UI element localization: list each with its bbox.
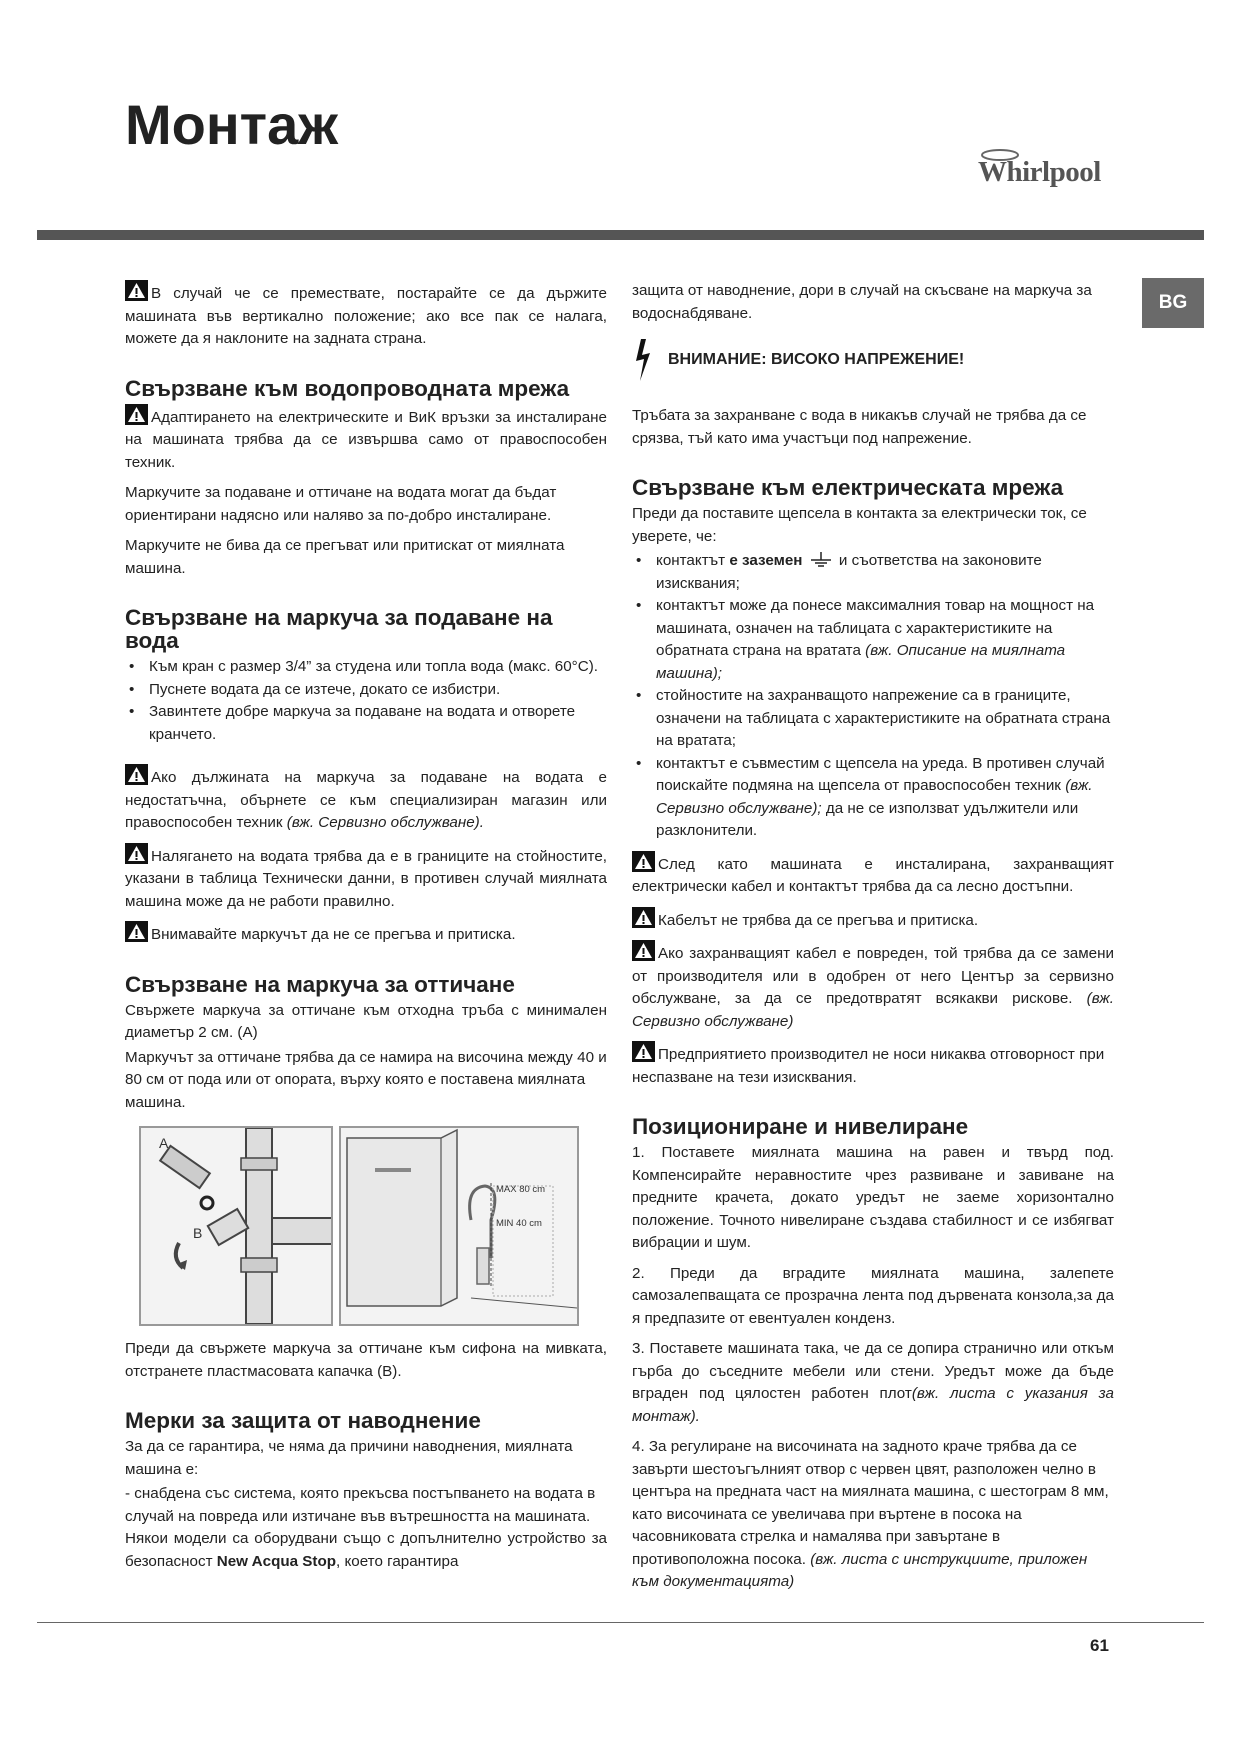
list-item: • стойностите на захранващото напрежение са в границите, означени на таблицата с характеристиките на обратната страна на вратата; — [632, 685, 1114, 753]
warning-icon — [125, 921, 148, 942]
ground-icon — [807, 552, 835, 568]
warning-icon — [125, 404, 148, 425]
list-item: • контактът може да понесе максималния товар на мощност на машината, означен на таблицата с характеристиките на обратната страна на вратата (вж. Описание на миялната машина); — [632, 595, 1114, 685]
min-height-label: MIN 40 cm — [496, 1218, 542, 1229]
left-column — [125, 280, 607, 1581]
new-acqua-stop: New Acqua Stop — [216, 1552, 337, 1570]
list-item: • Завинтете добре маркуча за подаване на водата и отворете кранчето. — [125, 701, 607, 746]
page-number: 61 — [1090, 1636, 1109, 1655]
high-voltage-warning — [632, 339, 1114, 381]
list-item: • Към кран с размер 3/4” за студена или топла вода (макс. 60°C). — [125, 656, 607, 679]
electric-warning-3: Ако захранващият кабел е повреден, той трябва да се замени от производителя или в одобрен от него Център за сервизно обслужване, за да се предотвратят всякакви рискове. (вж. Сервизно обслужване) — [632, 940, 1114, 1033]
leveling-step-1: 1. Поставете миялната машина на равен и твърд под. Компенсирайте неравностите чрез развиване и завиване на предните крачета, докато уредът не заеме хоризонтално положение. Точното нивелиране създава стабилност и се избягват вибрации и шум. — [632, 1144, 1114, 1251]
right-column — [632, 280, 1114, 1602]
flood-para2: - снабдена със система, която прекъсва постъпването на водата в случай на повреда или изтичане във вътрешността на машината. — [125, 1485, 596, 1525]
figure-label-b: B — [193, 1225, 203, 1241]
siphon-illustration — [141, 1128, 331, 1324]
service-reference: (вж. Сервизно обслужване) — [632, 990, 1114, 1030]
footer-divider — [37, 1622, 1204, 1623]
warning-icon — [632, 1041, 655, 1062]
whirlpool-logo — [978, 148, 1101, 208]
leveling-step-4: 4. За регулиране на височината на задното краче трябва да се завърти шестоъгълният отвор с червен цвят, разположен челно в центъра на предната част на миялната машина, с шестограм 8 мм, като височината се увеличава при въртене в посока на часовниковата стрелка и намалява при завъртане в противоположна посока. (вж. листа с инструкциите, приложен към документацията) — [632, 1438, 1109, 1590]
electric-warning-1: След като машината е инсталирана, захранващият електрически кабел и контактът трябва да са лесно достъпни. — [632, 851, 1114, 899]
docs-reference: (вж. листа с инструкциите, приложен към документацията) — [632, 1550, 1088, 1590]
intro-warning: В случай че се премествате, постарайте се да държите машината във вертикално положение; ако все пак се налага, можете да я наклоните на задната страна. — [125, 280, 607, 351]
language-tab: BG — [1142, 278, 1204, 328]
high-voltage-text: ВНИМАНИЕ: ВИСОКО НАПРЕЖЕНИЕ! — [668, 350, 965, 368]
flood-para1: За да се гарантира, че няма да причини наводнения, миялната машина е: — [125, 1438, 573, 1478]
leveling-step-2: 2. Преди да вградите миялната машина, залепете самозалепващата се прозрачна лента под дървената конзола,за да я предпазите от евентуален конденз. — [632, 1264, 1114, 1327]
heading-electric: Свързване към електрическата мрежа — [632, 475, 1064, 500]
heading-water-net: Свързване към водопроводната мрежа — [125, 375, 570, 401]
drain-para2: Маркучът за оттичане трябва да се намира на височина между 40 и 80 см от пода или от опората, върху която е поставена миялната машина. — [125, 1048, 607, 1111]
list-item: • контактът е съвместим с щепсела на уреда. В противен случай поискайте подмяна на щепсела от правоспособен техник (вж. Сервизно обслужване); да не се използват удължители или разклонители. — [632, 753, 1114, 843]
figure-label-a: A — [159, 1135, 169, 1151]
install-reference: (вж. листа с указания за монтаж). — [632, 1385, 1114, 1425]
heading-flood: Мерки за защита от наводнение — [125, 1408, 481, 1433]
supply-warning-2: Налягането на водата трябва да е в границите на стойностите, указани в таблица Технически данни, в противен случай миялната машина може да не работи правилно. — [125, 843, 607, 914]
logo-text: Whirlpool — [978, 156, 1101, 188]
warning-icon — [125, 764, 148, 785]
heading-supply-hose: Свързване на маркуча за подаване на вода — [125, 605, 553, 653]
list-item: • контактът е заземен и съответства на законовите изисквания; — [632, 550, 1114, 595]
high-voltage-para: Тръбата за захранване с вода в никакъв случай не трябва да се срязва, тъй като има участъци под напрежение. — [632, 407, 1087, 447]
supply-warning-3: Внимавайте маркучът да не се прегъва и притиска. — [125, 921, 607, 947]
leveling-step-3: 3. Поставете машината така, че да се допира странично или откъм гърба до съседните мебели или стени. Уредът може да бъде вграден под цялостен работен плот(вж. листа с указания за монтаж). — [632, 1340, 1114, 1425]
warning-icon — [125, 280, 148, 301]
warning-icon — [632, 907, 655, 928]
max-height-label: MAX 80 cm — [496, 1184, 546, 1195]
supply-hose-list — [125, 656, 607, 746]
warning-icon — [632, 851, 655, 872]
drain-para1: Свържете маркуча за оттичане към отходна тръба с минимален диаметър 2 см. (A) — [125, 1001, 607, 1041]
water-net-warning: Адаптирането на електрическите и ВиК връзки за инсталиране на машината трябва да се извършва само от правоспособен техник. — [125, 404, 607, 475]
warning-icon — [632, 940, 655, 961]
page-title: Монтаж — [125, 93, 338, 156]
height-figure — [339, 1126, 579, 1326]
water-net-para1: Маркучите за подаване и оттичане на водата могат да бъдат ориентирани надясно или наляво за по-добро инсталиране. — [125, 484, 557, 524]
dishwasher-height-illustration — [341, 1128, 577, 1324]
warning-icon — [125, 843, 148, 864]
drain-figures — [139, 1126, 607, 1326]
electric-warning-4: Предприятието производител не носи никаква отговорност при неспазване на тези изисквания. — [632, 1041, 1114, 1089]
heading-leveling: Позициониране и нивелиране — [632, 1114, 969, 1139]
supply-warning-1: Ако дължината на маркуча за подаване на водата е недостатъчна, обърнете се към специализиран магазин или правоспособен техник (вж. Сервизно обслужване). — [125, 764, 607, 835]
list-item: • Пуснете водата да се изтече, докато се избистри. — [125, 679, 607, 702]
electric-list — [632, 550, 1114, 843]
flood-continued: защита от наводнение, дори в случай на скъсване на маркуча за водоснабдяване. — [632, 282, 1092, 322]
heading-drain-hose: Свързване на маркуча за оттичане — [125, 971, 515, 997]
drain-para3: Преди да свържете маркуча за оттичане към сифона на мивката, отстранете пластмасовата капачка (B). — [125, 1340, 607, 1380]
header-divider — [37, 230, 1204, 240]
siphon-figure — [139, 1126, 333, 1326]
lightning-icon — [632, 339, 654, 381]
water-net-para2: Маркучите не бива да се прегъват или притискат от миялната машина. — [125, 537, 565, 577]
electric-warning-2: Кабелът не трябва да се прегъва и притиска. — [632, 907, 1114, 933]
flood-para3: Някои модели са оборудвани също с допълнително устройство за безопасност New Acqua Stop, което гарантира — [125, 1530, 607, 1570]
electric-intro: Преди да поставите щепсела в контакта за електрически ток, се уверете, че: — [632, 505, 1087, 545]
service-reference: (вж. Сервизно обслужване). — [286, 814, 484, 831]
